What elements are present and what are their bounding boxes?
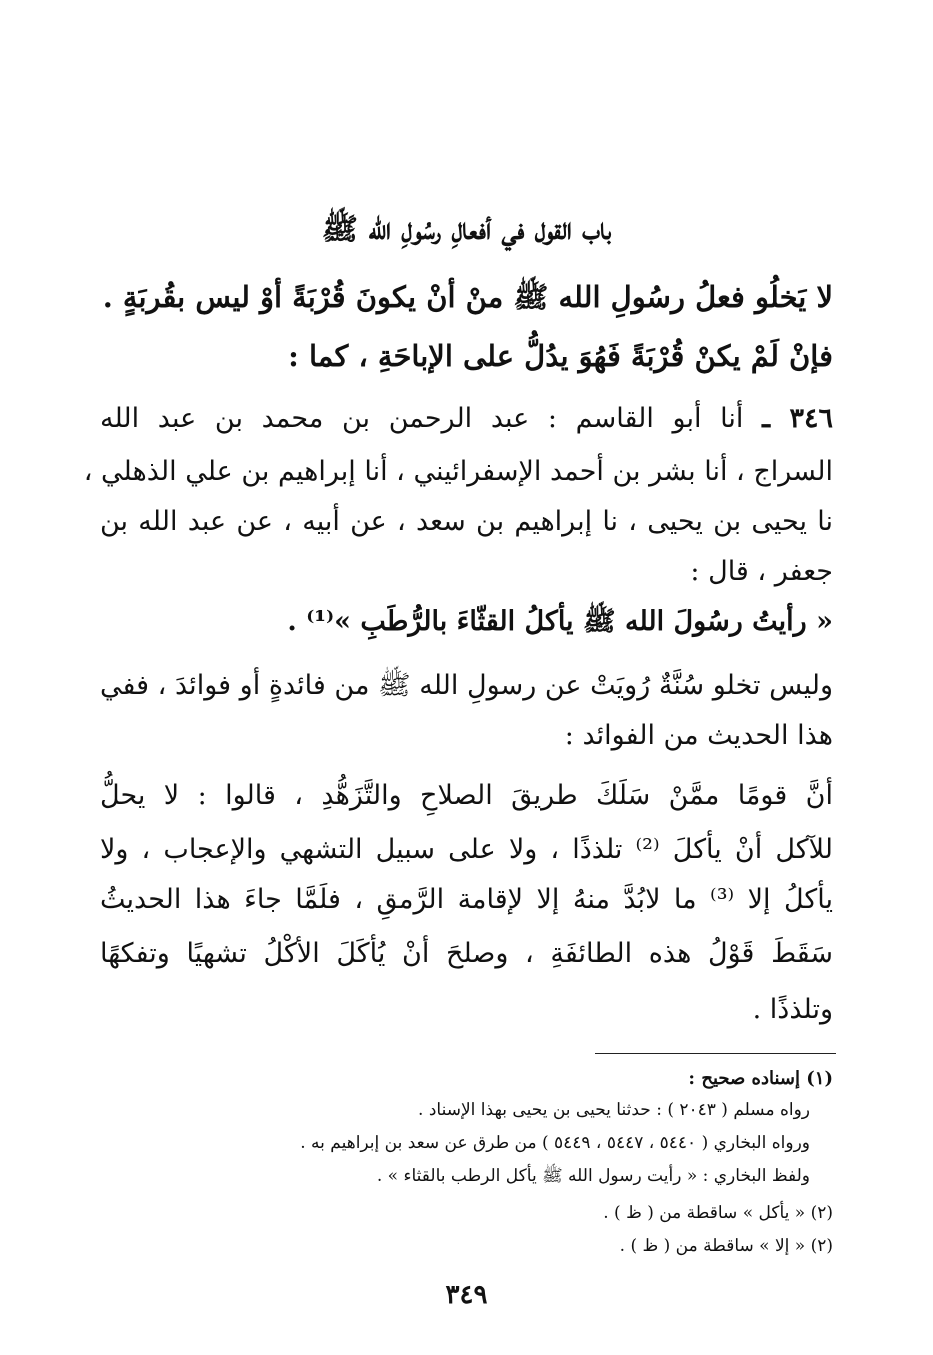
footnote-3: (٢) « إلا » ساقطة من ( ظ ) . (619, 1236, 833, 1256)
hadith-line-2: السراج ، أنا بشر بن أحمد الإسفرائيني ، أنا إبراهيم بن علي الذهلي ، (83, 456, 833, 487)
para2-line-1: أنَّ قومًا ممَّنْ سَلَكَ طريقَ الصلاحِ والتَّزَهُّدِ ، قالوا : لا يحلُّ (100, 780, 833, 811)
para2-line-5: وتلذذًا . (752, 994, 833, 1025)
para2-line-4: سَقَطَ قَوْلُ هذه الطائفَةِ ، وصلحَ أنْ يُأكَلَ الأكْلُ تشهيًا وتفكهًا (100, 938, 833, 969)
para2-line-3: يأكلُ إلا ⁽³⁾ ما لابُدَّ منهُ إلا لإقامة الرَّمقِ ، فلَمَّا جاءَ هذا الحديثُ (100, 884, 833, 915)
hadith-line-1-text: أنا أبو القاسم : عبد الرحمن بن محمد بن عبد الله (100, 403, 744, 434)
footnote-1-line-2: ورواه البخاري ( ٥٤٤٠ ، ٥٤٤٧ ، ٥٤٤٩ ) من طرق عن سعد بن إبراهيم به . (300, 1133, 810, 1153)
footnote-2: (٢) « يأكل » ساقطة من ( ظ ) . (603, 1203, 833, 1223)
hadith-line-4: جعفر ، قال : (690, 556, 833, 587)
chapter-title: باب القول في أفعالِ رسُولِ الله ﷺ (321, 212, 612, 247)
footnote-1-head: (١) إسناده صحيح : (688, 1068, 833, 1089)
hadith-line-1 (100, 403, 833, 435)
footnote-separator (595, 1053, 836, 1054)
para1-line-1: وليس تخلو سُنَّةٌ رُويَتْ عن رسولِ الله ﷺ من فائدةٍ أو فوائدَ ، ففي (100, 670, 833, 701)
hadith-quote: « رأيتُ رسُولَ الله ﷺ يأكلُ القثّاءَ بالرُّطَبِ »⁽¹⁾ . (287, 606, 833, 637)
heading-line-1: لا يَخلُو فعلُ رسُولِ الله ﷺ منْ أنْ يكونَ قُرْبَةً أوْ ليس بقُربَةٍ . (102, 280, 833, 314)
hadith-line-3: نا يحيى بن يحيى ، نا إبراهيم بن سعد ، عن أبيه ، عن عبد الله بن (100, 506, 833, 537)
hadith-number: ٣٤٦ ـ (762, 403, 833, 434)
footnote-1-line-1: رواه مسلم ( ٢٠٤٣ ) : حدثنا يحيى بن يحيى بهذا الإسناد . (418, 1100, 810, 1120)
page-number: ٣٤٩ (445, 1280, 488, 1310)
para1-line-2: هذا الحديث من الفوائد : (564, 720, 833, 751)
heading-line-2: فإنْ لَمْ يكنْ قُرْبَةً فَهُوَ يدُلُّ على الإباحَةِ ، كما : (288, 339, 833, 373)
para2-line-2: للآكل أنْ يأكلَ ⁽²⁾ تلذذًا ، ولا على سبيل التشهي والإعجاب ، ولا (100, 834, 833, 865)
footnote-1-line-3: ولفظ البخاري : « رأيت رسول الله ﷺ يأكل الرطب بالقثاء » . (376, 1166, 810, 1186)
